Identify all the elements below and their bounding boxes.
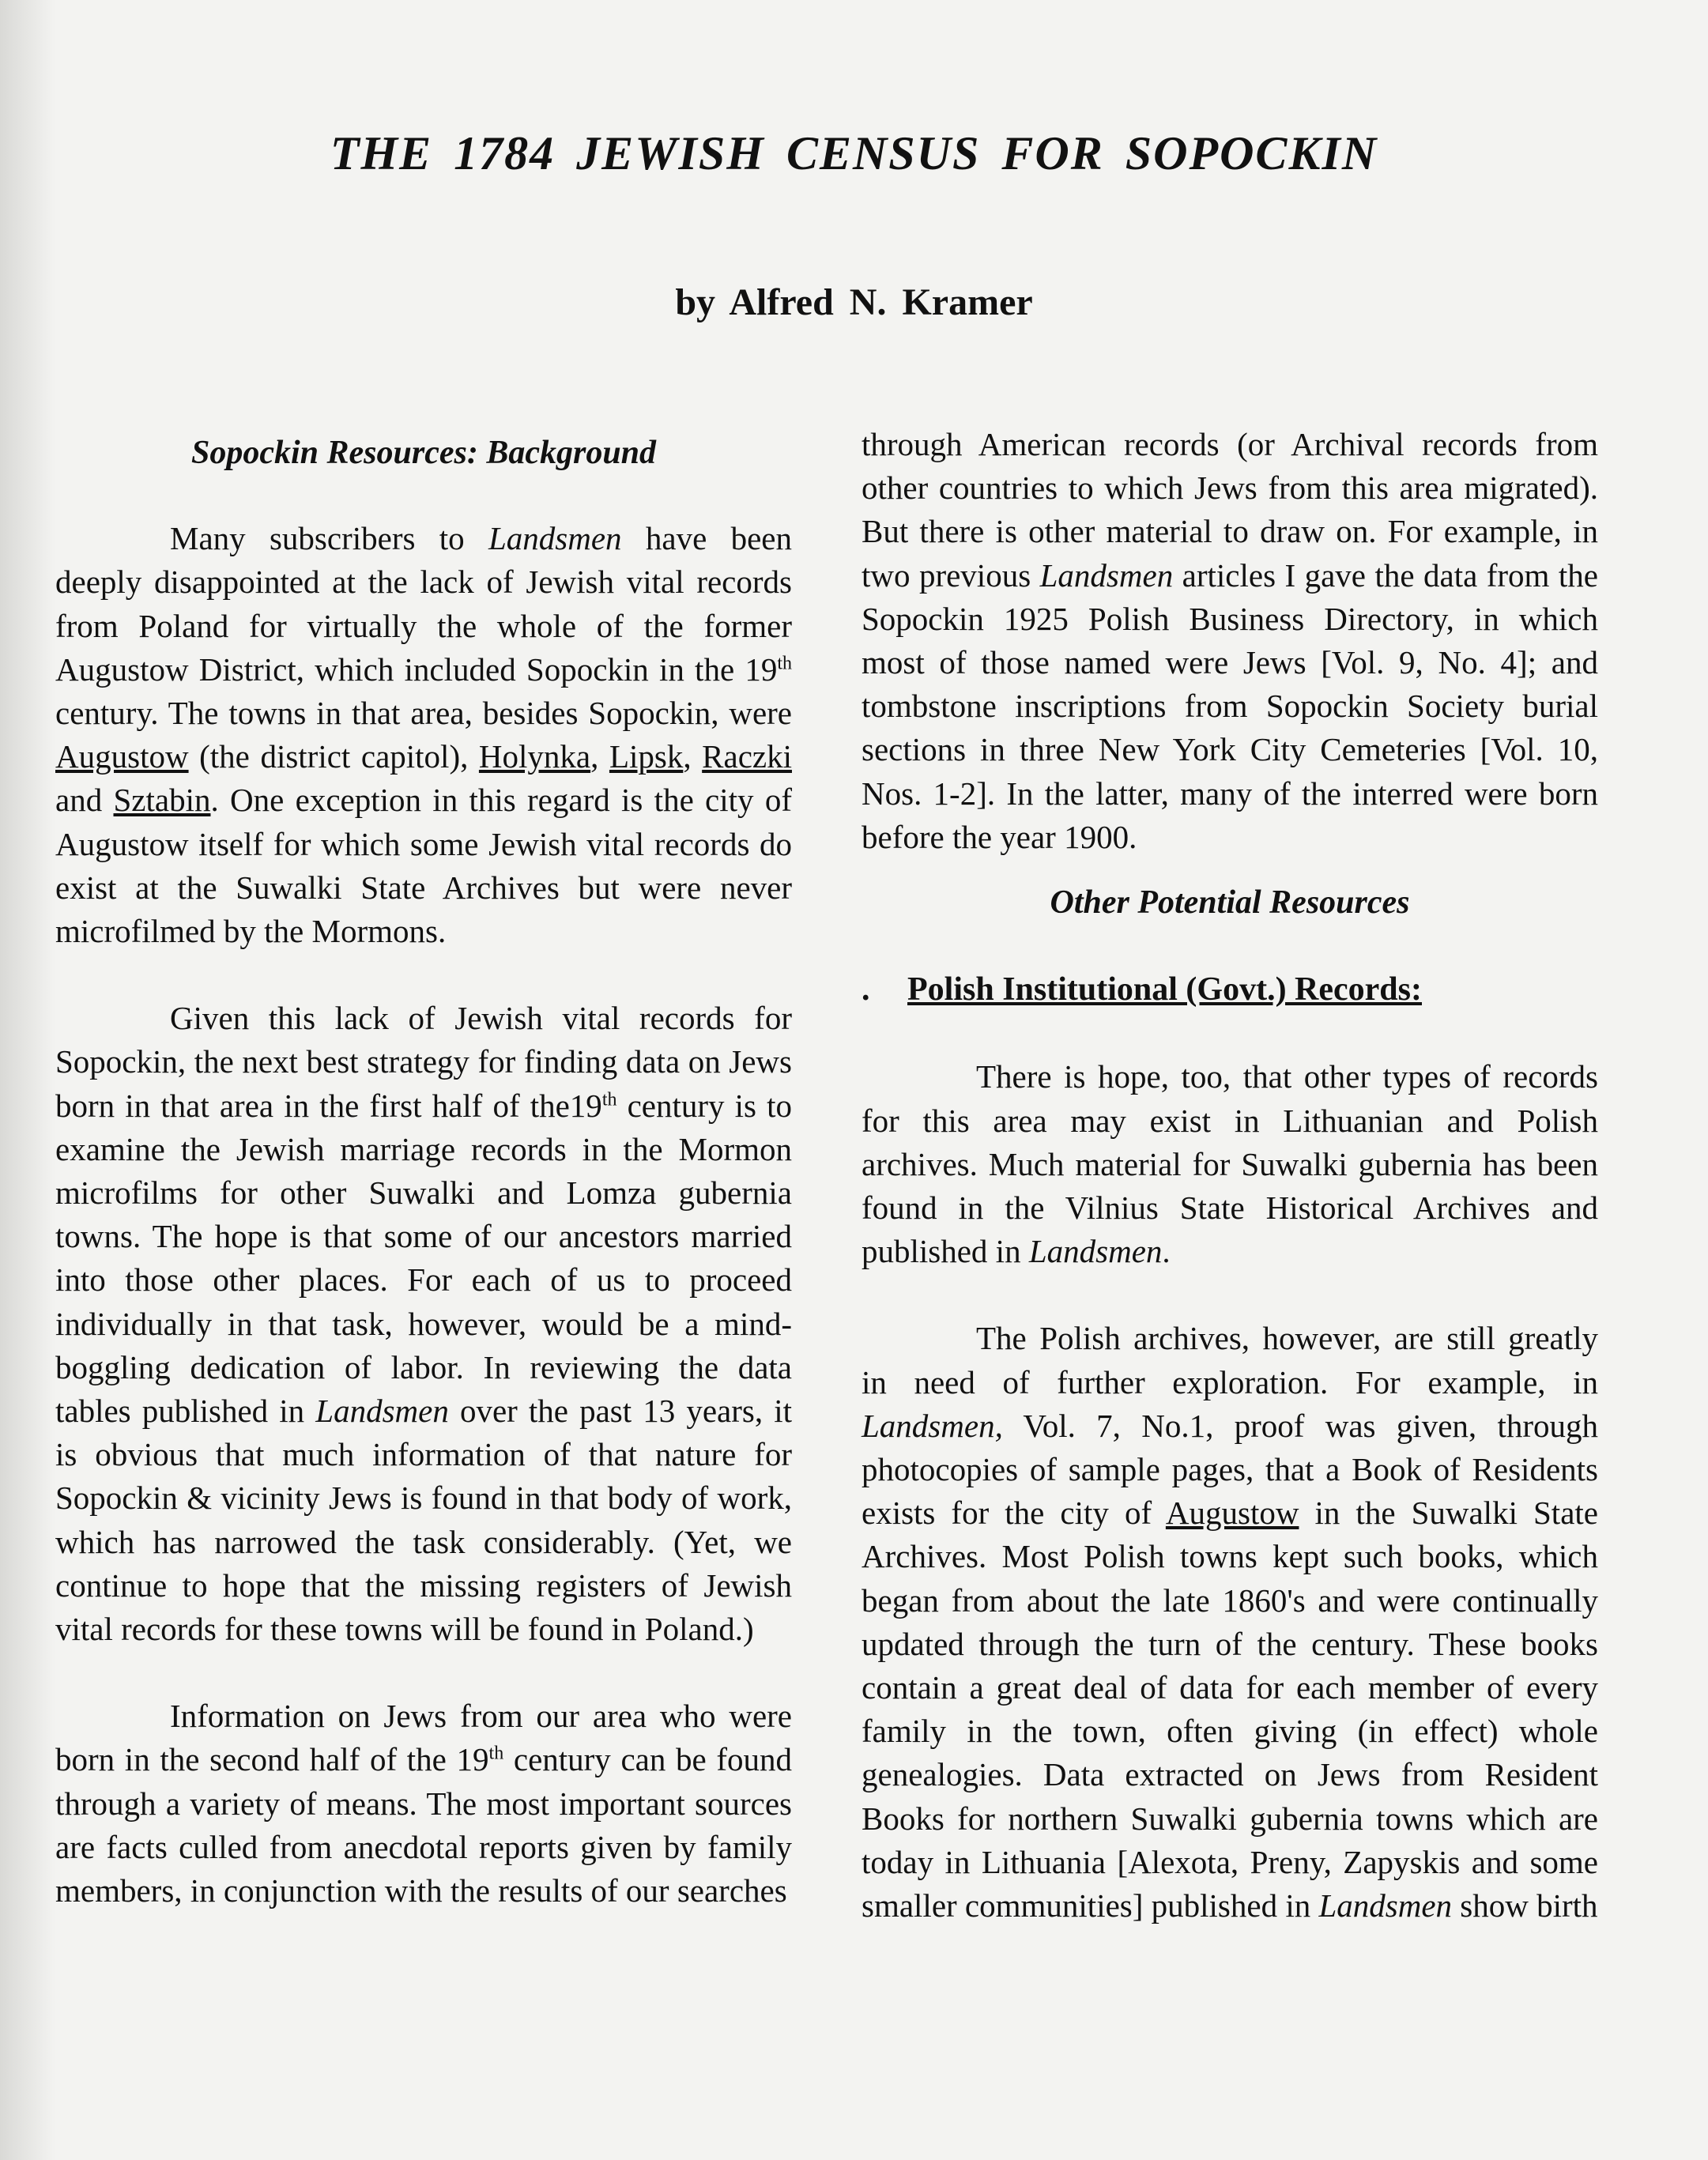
paragraph-1: Many subscribers to Landsmen have been deeply disappointed at the lack of Jewish vital records from Poland for virtually the whole of the former Augustow District, which included Sopockin in the 19th century. The towns in that area, besides Sopockin, were Augustow (the district capitol), Holynka, Lipsk, Raczki and Sztabin. One exception in this regard is the city of Augustow itself for which some Jewish vital records do exist at the Suwalki State Archives but were never microfilmed by the Mormons.	[55, 520, 792, 950]
paragraph-4: through American records (or Archival records from other countries to which Jews from this area migrated). But there is other material to draw on. For example, in two previous Landsmen articles I gave the data from the Sopockin 1925 Polish Business Directory, in which most of those named were Jews [Vol. 9, No. 4]; and tombstone inscriptions from Sopockin Society burial sections in three New York City Cemeteries [Vol. 10, Nos. 1-2]. In the latter, many of the interred were born before the year 1900.	[862, 426, 1598, 855]
author-byline: by Alfred N. Kramer	[675, 281, 1033, 323]
left-column	[55, 419, 792, 1913]
town-sztabin: Sztabin	[113, 782, 211, 819]
paragraph-6: The Polish archives, however, are still greatly in need of further exploration. For example, in Landsmen, Vol. 7, No.1, proof was given, through photocopies of sample pages, that a Book of Residents exists for the city of Augustow in the Suwalki State Archives. Most Polish towns kept such books, which began from about the late 1860's and were continually updated through the turn of the century. These books contain a great deal of data for each member of every family in the town, often giving (in effect) whole genealogies. Data extracted on Jews from Resident Books for northern Suwalki gubernia towns which are today in Lithuania [Alexota, Preny, Zapyskis and some smaller communities] published in Landsmen show birth	[862, 1320, 1598, 1924]
magazine-name: Landsmen	[315, 1393, 449, 1430]
magazine-name: Landsmen	[1039, 556, 1174, 594]
town-augustow: Augustow	[1165, 1495, 1299, 1532]
article-title: THE 1784 JEWISH CENSUS FOR SOPOCKIN	[330, 127, 1378, 179]
magazine-name: Landsmen	[1318, 1887, 1453, 1924]
paragraph-5: There is hope, too, that other types of records for this area may exist in Lithuanian and Polish archives. Much material for Suwalki gubernia has been found in the Vilnius State Historical Archives and published in Landsmen.	[862, 1058, 1598, 1270]
subheading-polish-records: . Polish Institutional (Govt.) Records:	[862, 968, 1598, 1012]
town-lipsk: Lipsk	[609, 738, 684, 775]
magazine-name: Landsmen	[488, 520, 622, 557]
bullet-point: .	[862, 971, 870, 1008]
magazine-name: Landsmen,	[862, 1407, 1003, 1444]
right-column	[862, 423, 1598, 1928]
paragraph-2: Given this lack of Jewish vital records for Sopockin, the next best strategy for finding data on Jews born in that area in the first half of the19th century is to examine the Jewish marriage records in the Mormon microfilms for other Suwalki and Lomza gubernia towns. The hope is that some of our ancestors married into those other places. For each of us to proceed individually in that task, however, would be a mind-boggling dedication of labor. In reviewing the data tables published in Landsmen over the past 13 years, it is obvious that much information of that nature for Sopockin & vicinity Jews is found in that body of work, which has narrowed the task considerably. (Yet, we continue to hope that the missing registers of Jewish vital records for these towns will be found in Poland.)	[55, 1000, 793, 1648]
section-heading-background: Sopockin Resources: Background	[190, 435, 657, 471]
town-holynka: Holynka	[478, 738, 591, 775]
section-heading-other-resources: Other Potential Resources	[1050, 884, 1410, 922]
town-augustow: Augustow	[55, 738, 189, 775]
paragraph-3: Information on Jews from our area who were born in the second half of the 19th century can be found through a variety of means. The most important sources are facts culled from anecdotal reports given by family members, in conjunction with the results of our searches	[55, 1698, 793, 1909]
town-raczki: Raczki	[702, 738, 792, 775]
magazine-name: Landsmen	[1028, 1233, 1163, 1270]
